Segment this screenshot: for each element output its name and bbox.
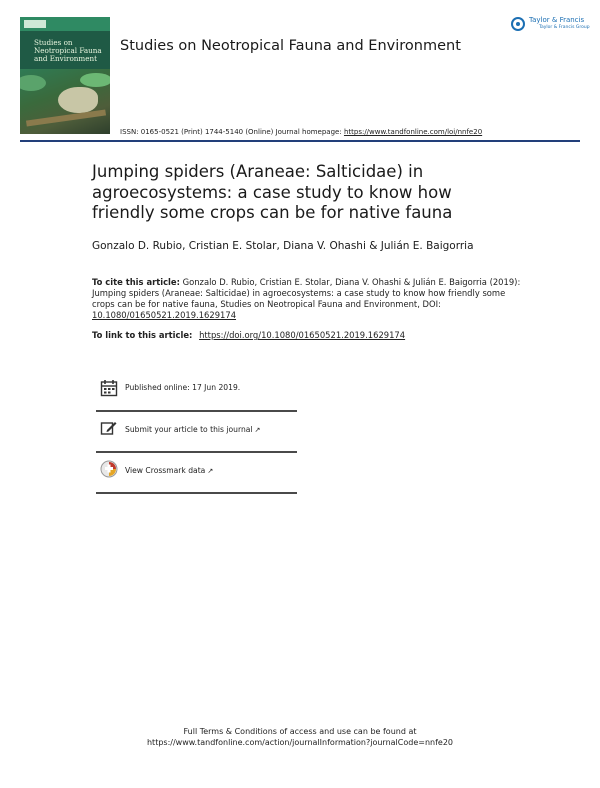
article-title-line: Jumping spiders (Araneae: Salticidae) in [92,162,424,181]
article-doi-link[interactable]: https://doi.org/10.1080/01650521.2019.1629174 [199,330,406,340]
article-title-line: agroecosystems: a case study to know how [92,182,452,202]
edit-icon [100,419,118,441]
row-divider [96,492,297,494]
submit-article-link[interactable] [125,425,260,434]
footer-terms-link[interactable]: https://www.tandfonline.com/action/journalInformation?journalCode=nnfe20 [146,738,454,747]
article-title [92,162,532,224]
submit-article-row[interactable] [96,413,297,454]
journal-homepage-link[interactable]: https://www.tandfonline.com/loi/nnfe20 [343,128,483,136]
issn-text: ISSN: 0165-0521 (Print) 1744-5140 (Online) Journal homepage: [120,128,342,136]
header-divider [20,140,580,142]
crossmark-row[interactable] [96,454,297,495]
footer-terms-text: Full Terms & Conditions of access and use can be found at [183,727,417,736]
article-link-label: To link to this article: [92,330,193,340]
article-authors: Gonzalo D. Rubio, Cristian E. Stolar, Diana V. Ohashi & Julián E. Baigorria [92,240,474,252]
publisher-name: Taylor & Francis [529,16,585,24]
cover-title-line: Neotropical Fauna [34,46,102,55]
cover-title [34,39,108,63]
journal-cover-image [20,17,110,134]
cover-title-line: and Environment [34,54,98,63]
published-online-text: Published online: 17 Jun 2019. [125,383,241,392]
external-link-icon: ↗ [254,426,261,434]
cover-logo-mark [24,20,46,28]
citation-block [92,277,522,321]
row-divider [96,451,297,453]
calendar-icon [100,379,118,401]
publisher-logo[interactable] [511,15,590,37]
journal-title[interactable]: Studies on Neotropical Fauna and Environment [120,38,461,54]
cover-leaf [80,73,110,87]
external-link-icon: ↗ [207,467,214,475]
crossmark-label: View Crossmark data [125,466,206,475]
article-title-line: friendly some crops can be for native fauna [92,203,453,222]
crossmark-link[interactable] [125,466,213,475]
publisher-tagline: Taylor & Francis Group [539,25,590,30]
published-online-row [96,373,297,414]
cover-header-band [20,17,110,31]
citation-text: Gonzalo D. Rubio, Cristian E. Stolar, Diana V. Ohashi & Julián E. Baigorria (2019): Jumping spiders (Araneae: Salticidae) in agroecosystems: a case study to know how friendly some crops can be for native fauna, Studies on Neotropical Fauna and Environment, DOI: [92,277,521,310]
citation-doi-link[interactable]: 10.1080/01650521.2019.1629174 [92,310,237,321]
submit-article-label: Submit your article to this journal [125,425,253,434]
cover-animal [58,87,98,113]
row-divider [96,410,297,412]
issn-line [120,128,482,136]
publisher-logo-icon [511,17,525,31]
crossmark-icon [100,460,118,482]
article-link-line [92,330,405,340]
cover-title-line: Studies on [34,38,73,47]
citation-label: To cite this article: [92,277,180,287]
